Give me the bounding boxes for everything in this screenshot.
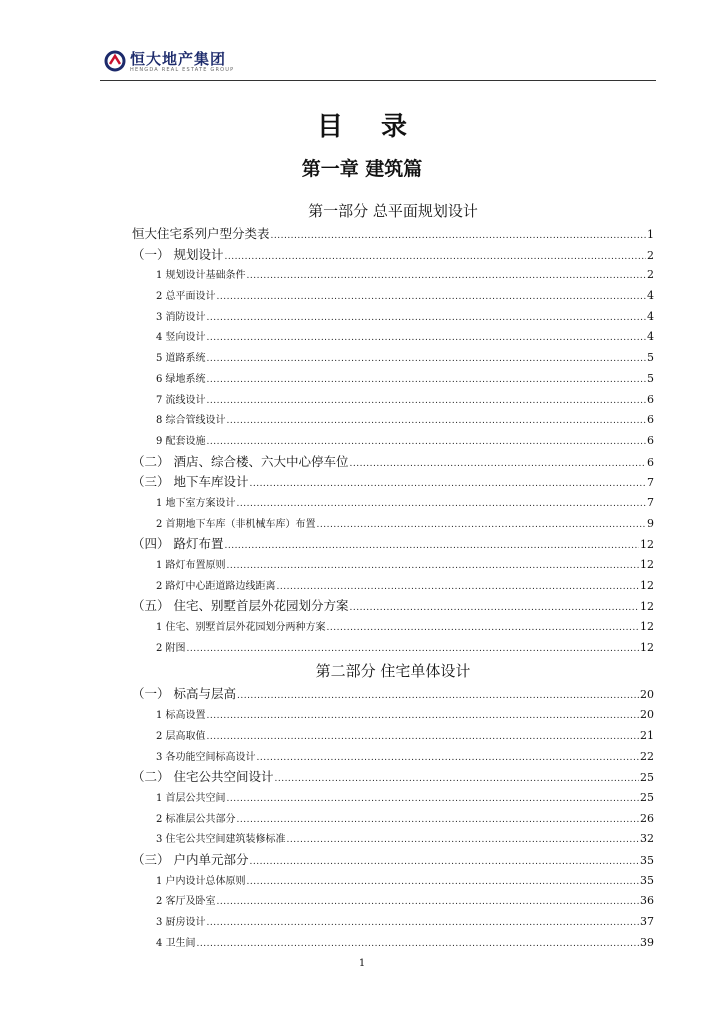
toc-entry-page: 26 (640, 811, 654, 825)
toc-entry-page: 5 (647, 371, 654, 385)
toc-entry-label: 8 综合管线设计 (156, 415, 226, 427)
toc-subsection-entry[interactable] (132, 265, 654, 286)
toc-leader-dots (271, 226, 646, 247)
toc-leader-dots (207, 308, 646, 329)
toc-leader-dots (247, 872, 639, 893)
toc-leader-dots (249, 852, 639, 873)
toc-entry-page: 32 (640, 832, 654, 846)
toc-entry-page: 20 (640, 708, 654, 722)
toc-entry-page: 12 (640, 558, 654, 571)
toc-subsection-entry[interactable] (132, 493, 654, 514)
toc-subsection-entry[interactable] (132, 788, 654, 809)
toc-entry-page: 12 (640, 600, 654, 614)
toc-subsection-entry[interactable] (132, 348, 654, 369)
toc-entry-label: 3 各功能空间标高设计 (156, 751, 256, 763)
toc-entry-page: 12 (640, 538, 654, 552)
toc-entry-label: 2 首期地下车库（非机械车库）布置 (156, 518, 316, 530)
toc-leader-dots (207, 913, 639, 934)
toc-leader-dots (224, 536, 639, 557)
toc-entry-page: 1 (647, 228, 654, 241)
toc-leader-dots (207, 328, 646, 349)
toc-leader-dots (287, 830, 639, 851)
company-name-en: HENGDA REAL ESTATE GROUP (130, 67, 235, 73)
toc-leader-dots (217, 287, 646, 308)
toc-subsection-entry[interactable] (132, 286, 654, 307)
toc-subsection-entry[interactable] (132, 705, 654, 726)
toc-section-entry[interactable] (132, 472, 654, 493)
toc-section-entry[interactable] (132, 684, 654, 705)
toc-leader-dots (257, 748, 639, 769)
toc-leader-dots (237, 494, 646, 515)
toc-entry-page: 6 (647, 392, 654, 406)
toc-entry-label: （四） 路灯布置 (132, 536, 224, 552)
toc-entry-label: 2 标准层公共部分 (156, 813, 236, 825)
toc-entry-label: 恒大住宅系列户型分类表 (132, 226, 270, 241)
toc-leader-dots (207, 391, 646, 412)
toc-leader-dots (237, 810, 639, 831)
company-logo-icon (104, 50, 126, 72)
toc-subsection-entry[interactable] (132, 638, 654, 659)
toc-entry-label: 1 路灯布置原则 (156, 560, 226, 571)
chapter-title: 第一章 建筑篇 (301, 158, 423, 180)
toc-entry-label: 4 卫生间 (156, 937, 196, 949)
toc-entry-page: 12 (640, 640, 654, 654)
toc-leader-dots (237, 686, 639, 707)
toc-entry-page: 35 (640, 873, 654, 887)
toc-entry-page: 39 (640, 935, 654, 949)
toc-entry-page: 2 (647, 268, 654, 282)
toc-leader-dots (227, 411, 646, 432)
toc-entry-page: 7 (647, 495, 654, 509)
toc-entry-page: 12 (640, 620, 654, 634)
toc-entry-page: 25 (640, 771, 654, 785)
toc-entry-label: （一） 标高与层高 (132, 686, 236, 702)
toc-subsection-entry[interactable] (132, 307, 654, 328)
toc-entry-label: 7 流线设计 (156, 394, 206, 406)
page-title: 目录 (316, 112, 445, 142)
toc-leader-dots (207, 432, 646, 453)
toc-entry-page: 2 (647, 248, 654, 262)
toc-section-entry[interactable] (132, 767, 654, 788)
toc-entry-label: 2 附图 (156, 642, 186, 654)
table-of-contents (132, 198, 654, 953)
toc-entry-label: 2 层高取值 (156, 730, 206, 742)
toc-entry-label: 3 消防设计 (156, 311, 206, 323)
toc-leader-dots (277, 577, 639, 598)
toc-entry-label: 1 首层公共空间 (156, 792, 226, 804)
toc-entry-label: （三） 户内单元部分 (132, 851, 249, 867)
toc-entry-page: 6 (647, 433, 654, 447)
toc-entry-label: 1 住宅、别墅首层外花园划分两种方案 (156, 622, 326, 634)
toc-leader-dots (207, 349, 646, 370)
toc-leader-dots (217, 892, 639, 913)
toc-subsection-entry[interactable] (132, 410, 654, 431)
toc-leader-dots (349, 598, 639, 619)
toc-leader-dots (249, 474, 646, 495)
toc-entry-label: 2 客厅及卧室 (156, 896, 216, 908)
toc-entry-label: 1 地下室方案设计 (156, 497, 236, 509)
toc-subsection-entry[interactable] (132, 829, 654, 850)
toc-entry-label: （五） 住宅、别墅首层外花园划分方案 (132, 598, 349, 614)
toc-leader-dots (207, 706, 639, 727)
toc-entry-label: （一） 规划设计 (132, 246, 224, 262)
toc-section-entry[interactable] (132, 224, 654, 245)
toc-entry-page: 4 (647, 289, 654, 303)
toc-entry-label: 9 配套设施 (156, 435, 206, 447)
toc-entry-page: 25 (640, 790, 654, 804)
toc-subsection-entry[interactable] (132, 617, 654, 638)
toc-leader-dots (317, 515, 646, 536)
company-name: 恒大地产集团 (130, 50, 227, 68)
toc-entry-page: 4 (647, 330, 654, 344)
toc-entry-label: 5 道路系统 (156, 353, 206, 365)
toc-subsection-entry[interactable] (132, 891, 654, 912)
toc-entry-label: （三） 地下车库设计 (132, 474, 249, 490)
toc-entry-page: 37 (640, 915, 654, 928)
toc-entry-label: 4 竖向设计 (156, 332, 206, 344)
toc-entry-label: （二） 酒店、综合楼、六大中心停车位 (132, 453, 349, 469)
toc-entry-label: 1 户内设计总体原则 (156, 875, 246, 887)
toc-entry-page: 20 (640, 688, 654, 702)
toc-leader-dots (197, 934, 639, 955)
toc-entry-page: 6 (647, 413, 654, 427)
toc-entry-page: 9 (647, 516, 654, 530)
toc-entry-label: 1 标高设置 (156, 710, 206, 722)
toc-subsection-entry[interactable] (132, 431, 654, 452)
toc-subsection-entry[interactable] (132, 912, 654, 933)
toc-section-entry[interactable] (132, 245, 654, 266)
toc-part-heading: 第二部分 住宅单体设计 (315, 662, 471, 681)
toc-subsection-entry[interactable] (132, 747, 654, 768)
toc-entry-page: 35 (640, 853, 654, 867)
toc-section-entry[interactable] (132, 596, 654, 617)
toc-subsection-entry[interactable] (132, 369, 654, 390)
toc-entry-label: 3 厨房设计 (156, 917, 206, 928)
toc-entry-label: 2 路灯中心距道路边线距离 (156, 580, 276, 592)
toc-leader-dots (227, 789, 639, 810)
toc-subsection-entry[interactable] (132, 555, 654, 576)
toc-leader-dots (207, 370, 646, 391)
toc-entry-page: 4 (647, 309, 654, 323)
toc-entry-page: 36 (640, 894, 654, 908)
toc-entry-page: 21 (640, 728, 654, 742)
toc-leader-dots (327, 618, 639, 639)
toc-section-entry[interactable] (132, 850, 654, 871)
toc-entry-page: 7 (647, 476, 654, 490)
toc-section-entry[interactable] (132, 534, 654, 555)
toc-entry-page: 22 (640, 749, 654, 763)
toc-subsection-entry[interactable] (132, 327, 654, 348)
toc-leader-dots (247, 266, 646, 287)
page-header (100, 44, 656, 81)
toc-subsection-entry[interactable] (132, 390, 654, 411)
toc-leader-dots (274, 769, 639, 790)
toc-entry-label: 1 规划设计基础条件 (156, 270, 246, 282)
toc-entry-page: 6 (647, 455, 654, 469)
toc-subsection-entry[interactable] (132, 933, 654, 954)
toc-subsection-entry[interactable] (132, 576, 654, 597)
toc-entry-label: （二） 住宅公共空间设计 (132, 769, 274, 785)
toc-leader-dots (207, 727, 639, 748)
toc-leader-dots (224, 247, 646, 268)
toc-entry-label: 6 绿地系统 (156, 373, 206, 385)
toc-subsection-entry[interactable] (132, 809, 654, 830)
toc-subsection-entry[interactable] (132, 514, 654, 535)
page-number: 1 (358, 958, 366, 969)
toc-leader-dots (349, 454, 646, 475)
toc-subsection-entry[interactable] (132, 726, 654, 747)
toc-leader-dots (187, 639, 639, 660)
toc-leader-dots (227, 556, 639, 577)
toc-entry-label: 2 总平面设计 (156, 291, 216, 303)
toc-subsection-entry[interactable] (132, 871, 654, 892)
toc-part-heading: 第一部分 总平面规划设计 (308, 202, 478, 220)
toc-section-entry[interactable] (132, 452, 654, 473)
toc-entry-page: 5 (647, 351, 654, 365)
toc-entry-page: 12 (640, 578, 654, 592)
toc-entry-label: 3 住宅公共空间建筑装修标准 (156, 834, 286, 846)
